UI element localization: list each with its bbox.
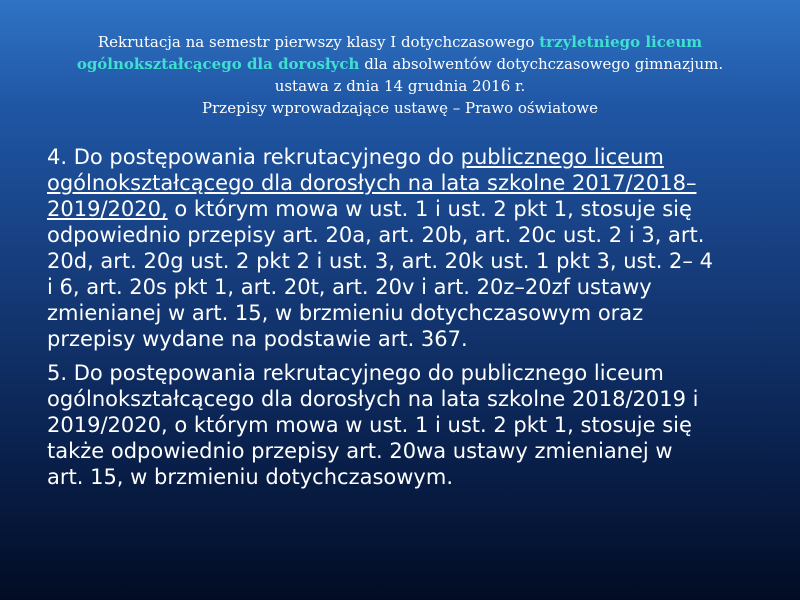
paragraph-4-line-5: 20d, art. 20g ust. 2 pkt 2 i ust. 3, art. 20k ust. 1 pkt 3, ust. 2– 4 — [47, 249, 713, 273]
title-line-2-text: dla absolwentów dotychczasowego gimnazjum. — [359, 55, 724, 73]
paragraph-5-line-5: art. 15, w brzmieniu dotychczasowym. — [47, 465, 453, 489]
title-line-3: ustawa z dnia 14 grudnia 2016 r. — [274, 77, 526, 95]
paragraph-5-line-2: ogólnokształcącego dla dorosłych na lata szkolne 2018/2019 i — [47, 387, 699, 411]
paragraph-4-line-1-prefix: 4. Do postępowania rekrutacyjnego do — [47, 145, 461, 169]
title-line-1 — [42, 31, 758, 53]
paragraph-4-line-3 — [47, 196, 767, 222]
paragraph-spacing — [47, 352, 767, 360]
title-highlight-2: ogólnokształcącego dla dorosłych — [76, 55, 360, 73]
underlined-phrase: 2019/2020, — [47, 197, 168, 221]
title-highlight-1: trzyletniego liceum — [539, 33, 703, 51]
paragraph-5-line-3: 2019/2020, o którym mowa w ust. 1 i ust. 2 pkt 1, stosuje się — [47, 413, 692, 437]
paragraph-4-line-2: ogólnokształcącego dla dorosłych na lata szkolne 2017/2018– — [47, 171, 697, 195]
slide-title — [42, 31, 758, 119]
paragraph-4-line-7: zmienianej w art. 15, w brzmieniu dotychczasowym oraz — [47, 301, 644, 325]
paragraph-5-line-4: także odpowiednio przepisy art. 20wa ustawy zmienianej w — [47, 439, 673, 463]
title-line-4: Przepisy wprowadzające ustawę – Prawo oświatowe — [202, 99, 598, 117]
paragraph-4-line-6: i 6, art. 20s pkt 1, art. 20t, art. 20v i art. 20z–20zf ustawy — [47, 275, 652, 299]
paragraph-4 — [47, 144, 767, 352]
paragraph-5-line-1: 5. Do postępowania rekrutacyjnego do publicznego liceum — [47, 361, 664, 385]
paragraph-4-line-4: odpowiednio przepisy art. 20a, art. 20b, art. 20c ust. 2 i 3, art. — [47, 223, 705, 247]
paragraph-5 — [47, 360, 767, 490]
underlined-phrase: publicznego liceum — [460, 145, 664, 169]
slide-body — [47, 144, 767, 490]
title-line-2 — [42, 53, 758, 75]
paragraph-4-line-1 — [47, 144, 767, 170]
paragraph-4-line-3-suffix: o którym mowa w ust. 1 i ust. 2 pkt 1, stosuje się — [167, 197, 692, 221]
title-line-1-text: Rekrutacja na semestr pierwszy klasy I dotychczasowego — [97, 33, 540, 51]
paragraph-4-line-8: przepisy wydane na podstawie art. 367. — [47, 327, 468, 351]
